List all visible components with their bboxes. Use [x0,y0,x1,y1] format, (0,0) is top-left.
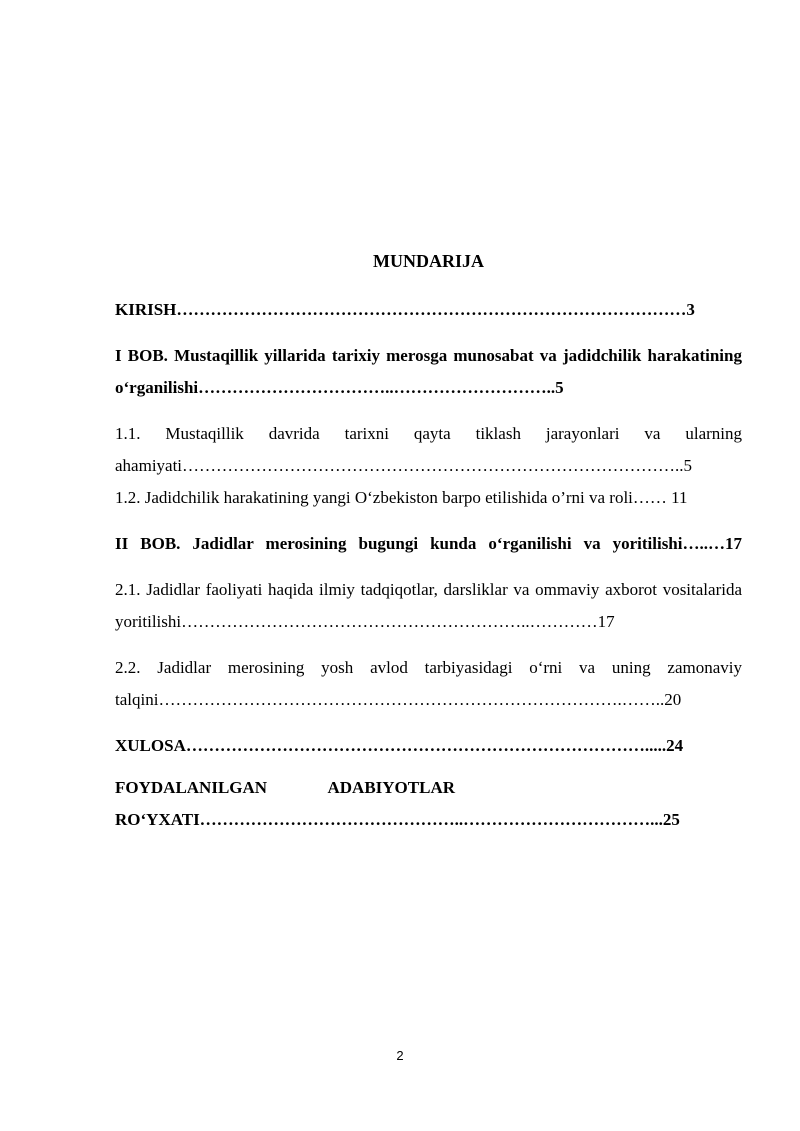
toc-entry-chapter-1: I BOB. Mustaqillik yillarida tarixiy merosga munosabat va jadidchilik harakatining o‘rganilishi……………………………..………………………..5 [115,346,742,397]
toc-entry-introduction: KIRISH………………………………………………………………………………3 [115,300,695,319]
toc-entry-section-2-1: 2.1. Jadidlar faoliyati haqida ilmiy tadqiqotlar, darsliklar va ommaviy axborot vositalarida yoritilishi……………………………………………………..…………17 [115,580,742,631]
table-of-contents [115,248,742,836]
page-number: 2 [396,1048,404,1063]
toc-entry-conclusion: XULOSA……………………………………………………………………….....24 [115,736,684,755]
toc-entry-bibliography-line-2: RO‘YXATI………………………………………..……………………………...25 [115,810,680,829]
toc-entry-section-2-2: 2.2. Jadidlar merosining yosh avlod tarbiyasidagi o‘rni va uning zamonaviy talqini……………………………………………………………………….……..20 [115,658,742,709]
toc-entry-section-1-2: 1.2. Jadidchilik harakatining yangi O‘zbekiston barpo etilishida o’rni va roli…… 11 [115,488,688,507]
toc-entry-chapter-2: II BOB. Jadidlar merosining bugungi kunda o‘rganilishi va yoritilishi…..…17 [115,534,742,553]
toc-entry-bibliography-line-1: FOYDALANILGAN ADABIYOTLAR [115,778,455,797]
toc-title: MUNDARIJA [373,251,484,271]
toc-entry-section-1-1: 1.1. Mustaqillik davrida tarixni qayta tiklash jarayonlari va ularning ahamiyati……………………………………………………………………………..5 [115,424,742,475]
toc-entry-bibliography [115,772,742,836]
